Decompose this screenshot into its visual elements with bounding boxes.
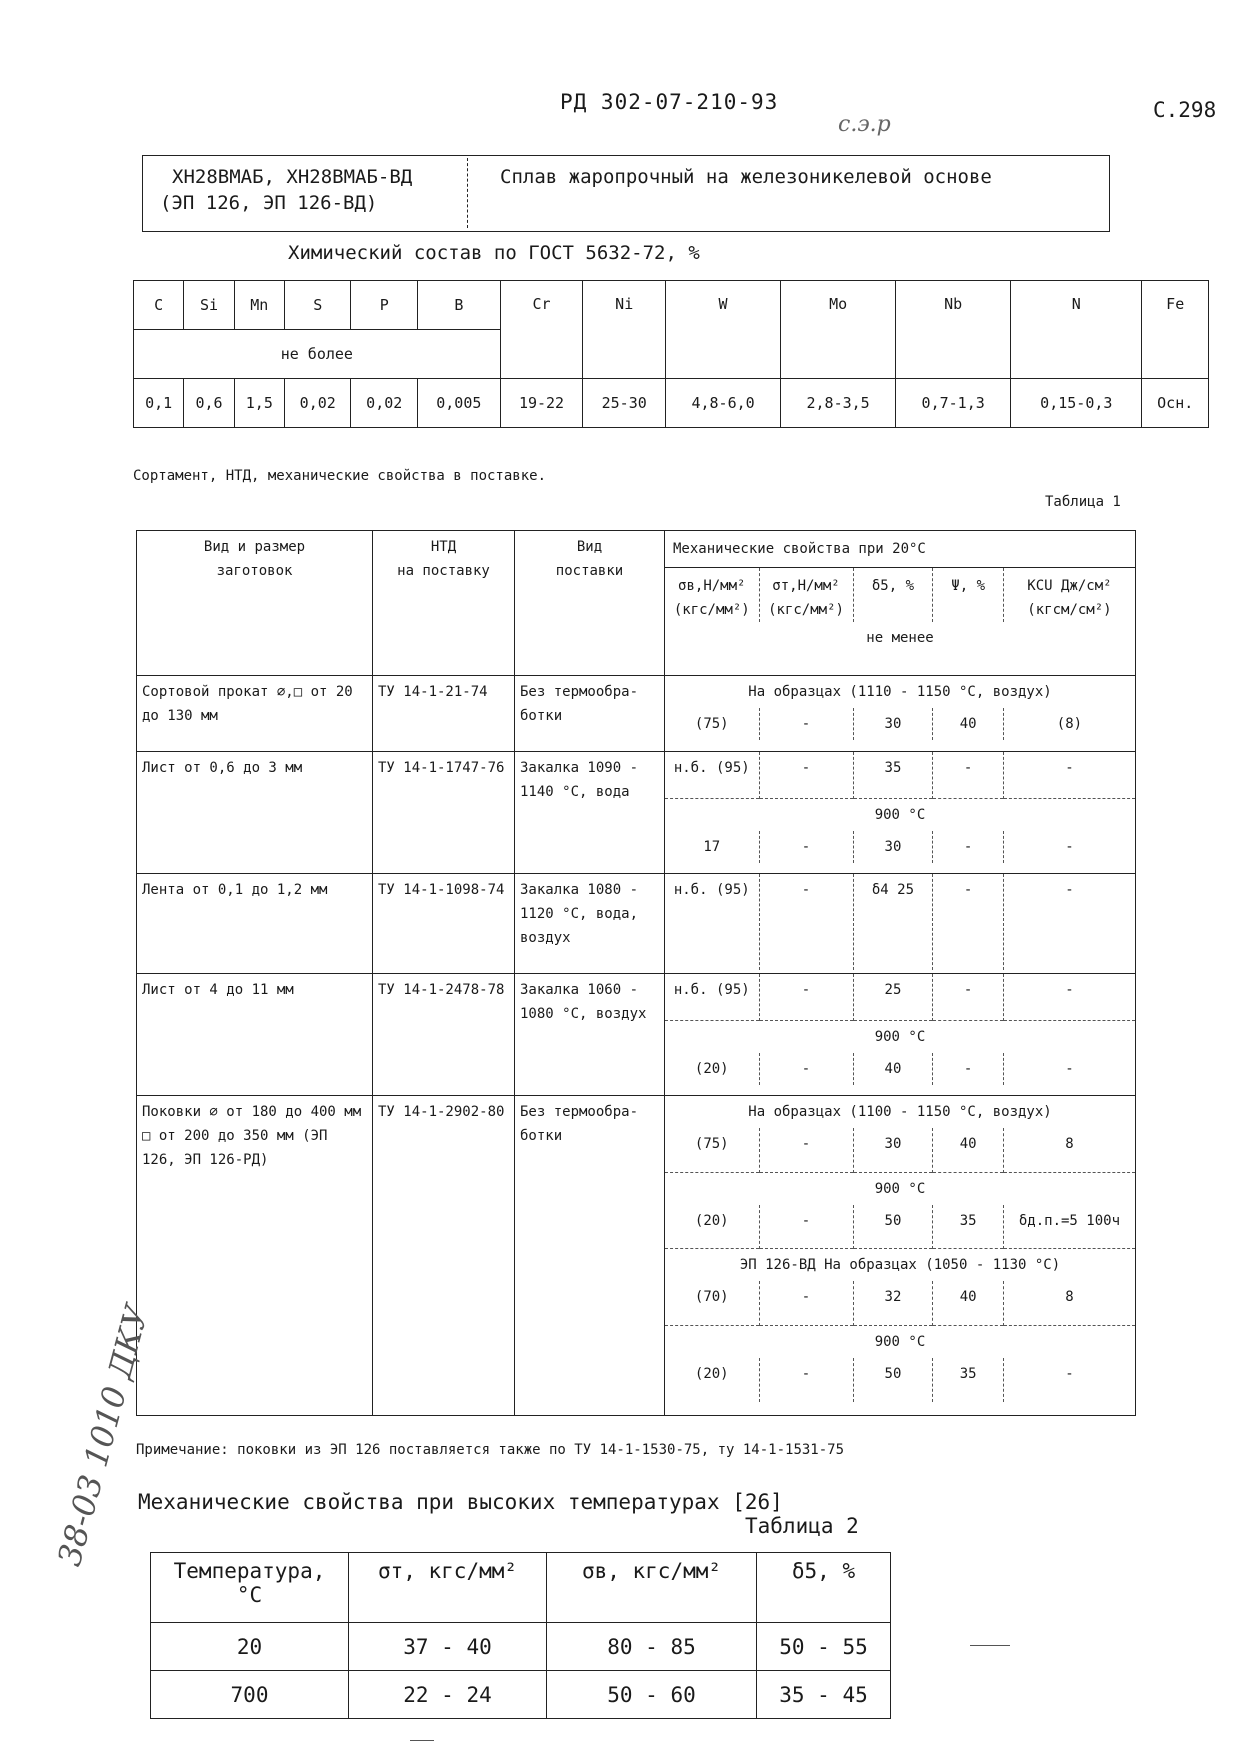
cell-kcu: - xyxy=(1003,874,1135,970)
table-row xyxy=(137,676,1136,752)
th-mech-subheaders xyxy=(665,568,1135,654)
chem-not-more: не более xyxy=(134,330,501,379)
th-supply-line2: поставки xyxy=(555,563,624,579)
th-mech xyxy=(665,531,1136,676)
cell-sigma-b: (70) xyxy=(694,1289,729,1305)
cell-sigma-t: - xyxy=(759,874,853,970)
row-ntd: ТУ 14-1-1098-74 xyxy=(373,874,515,974)
row-note: На образцах (1100 - 1150 °С, воздух) xyxy=(748,1104,1052,1120)
chem-val-cr: 19-22 xyxy=(500,379,583,428)
chem-val-fe: Осн. xyxy=(1142,379,1209,428)
material-description: Сплав жаропрочный на железоникелевой основе xyxy=(500,166,992,188)
row-supply: Закалка 1060 - 1080 °С, воздух xyxy=(515,974,665,1096)
table2-title: Механические свойства при высоких температурах [26] xyxy=(138,1490,783,1514)
cell-sigma-b: (20) xyxy=(694,1060,729,1077)
th-kcu-l2: (кгсм/см²) xyxy=(1027,602,1112,618)
cell-delta: δ4 25 xyxy=(853,874,933,970)
row-note: 900 °С xyxy=(665,1172,1135,1205)
cell-delta: 25 xyxy=(853,974,933,1020)
cell-psi: - xyxy=(933,831,1004,863)
th-kind xyxy=(137,531,373,676)
cell-psi: - xyxy=(933,1053,1004,1085)
cell-sigma-t: - xyxy=(759,752,853,798)
th-ntd-line1: НТД xyxy=(430,539,457,555)
chem-col-cr: Cr xyxy=(500,281,583,379)
table2 xyxy=(150,1552,891,1719)
row-kind: Сортовой прокат ∅,□ от 20 до 130 мм xyxy=(137,676,373,752)
t2-th-sigma-b: σв, кгс/мм² xyxy=(547,1553,757,1623)
row-props xyxy=(665,1096,1136,1416)
t2-th-sigma-t: σт, кгс/мм² xyxy=(349,1553,547,1623)
chem-col-n: N xyxy=(1011,281,1142,379)
chem-col-b: B xyxy=(417,281,500,330)
table1-header-row xyxy=(137,531,1136,676)
row-note: 900 °С xyxy=(665,1325,1135,1358)
th-sigma-b xyxy=(665,568,759,622)
cell-sigma-t: - xyxy=(759,708,853,740)
table1 xyxy=(136,530,1136,1416)
cell-kcu: - xyxy=(1003,974,1135,1020)
table1-footnote: Примечание: поковки из ЭП 126 поставляется также по ТУ 14-1-1530-75, ту 14-1-1531-75 xyxy=(136,1442,845,1458)
t2-th-delta: δ5, % xyxy=(757,1553,891,1623)
th-psi: Ψ, % xyxy=(933,568,1004,622)
assortment-caption: Сортамент, НТД, механические свойства в поставке. xyxy=(133,468,547,484)
row-ntd: ТУ 14-1-21-74 xyxy=(373,676,515,752)
cell-delta: 30 xyxy=(853,708,933,740)
th-sigma-t-l2: (кгс/мм²) xyxy=(768,602,844,618)
cell-kcu: 8 xyxy=(1003,1128,1135,1172)
row-note: 900 °С xyxy=(665,798,1135,831)
chem-val-nb: 0,7-1,3 xyxy=(896,379,1011,428)
t2-cell: 50 - 55 xyxy=(757,1623,891,1671)
cell-sigma-b: 17 xyxy=(703,838,721,855)
cell-sigma-t: - xyxy=(759,1358,853,1402)
table2-label: Таблица 2 xyxy=(745,1514,859,1538)
th-sigma-t-l1: σт,Н/мм² xyxy=(772,578,840,594)
chem-val-mo: 2,8-3,5 xyxy=(781,379,896,428)
handwritten-mark: с.э.р xyxy=(838,112,891,137)
chem-col-w: W xyxy=(666,281,781,379)
cell-sigma-t: - xyxy=(759,1205,853,1249)
t2-cell: 50 - 60 xyxy=(547,1671,757,1719)
table-row xyxy=(151,1671,891,1719)
cell-delta: 30 xyxy=(853,1128,933,1172)
t2-cell: 35 - 45 xyxy=(757,1671,891,1719)
row-kind: Лист от 4 до 11 мм xyxy=(137,974,373,1096)
cell-sigma-b: н.б. (95) xyxy=(673,982,750,998)
cell-sigma-t: - xyxy=(759,1053,853,1085)
cell-sigma-t: - xyxy=(759,974,853,1020)
cell-psi: - xyxy=(933,874,1004,970)
row-props xyxy=(665,752,1136,874)
cell-kcu: - xyxy=(1003,1358,1135,1402)
cell-kcu: - xyxy=(1003,1053,1135,1085)
scan-dash xyxy=(410,1740,434,1741)
cell-kcu: - xyxy=(1003,831,1135,863)
table2-header-row xyxy=(151,1553,891,1623)
cell-sigma-b: (75) xyxy=(694,716,729,732)
table-row xyxy=(137,752,1136,874)
chem-col-mn: Mn xyxy=(234,281,284,330)
table-row xyxy=(137,974,1136,1096)
t2-cell: 37 - 40 xyxy=(349,1623,547,1671)
chem-col-c: C xyxy=(134,281,184,330)
row-props xyxy=(665,676,1136,752)
cell-delta: 35 xyxy=(853,752,933,798)
cell-delta: 50 xyxy=(853,1205,933,1249)
chem-col-fe: Fe xyxy=(1142,281,1209,379)
chem-col-mo: Mo xyxy=(781,281,896,379)
page-number: С.298 xyxy=(1153,98,1217,122)
th-sigma-b-l1: σв,Н/мм² xyxy=(678,578,746,594)
cell-kcu: - xyxy=(1003,752,1135,798)
chem-val-c: 0,1 xyxy=(134,379,184,428)
th-kind-line2: заготовок xyxy=(216,563,293,579)
row-note: На образцах (1110 - 1150 °С, воздух) xyxy=(748,684,1052,700)
cell-sigma-t: - xyxy=(759,1128,853,1172)
header-divider xyxy=(467,158,468,228)
cell-sigma-b: н.б. (95) xyxy=(673,760,750,776)
row-note: 900 °С xyxy=(665,1020,1135,1053)
cell-psi: 35 xyxy=(933,1358,1004,1402)
row-supply: Закалка 1090 - 1140 °С, вода xyxy=(515,752,665,874)
material-grade-alt: (ЭП 126, ЭП 126-ВД) xyxy=(160,192,378,214)
cell-sigma-b: н.б. (95) xyxy=(673,882,750,898)
chemical-table xyxy=(133,280,1209,428)
row-kind: Лист от 0,6 до 3 мм xyxy=(137,752,373,874)
row-props xyxy=(665,974,1136,1096)
table-row xyxy=(137,874,1136,974)
row-props xyxy=(665,874,1136,974)
row-ntd: ТУ 14-1-2902-80 xyxy=(373,1096,515,1416)
chemical-values-row xyxy=(134,379,1209,428)
cell-delta: 32 xyxy=(853,1281,933,1325)
chem-col-p: P xyxy=(351,281,418,330)
scan-dash xyxy=(970,1645,1010,1646)
t2-cell: 22 - 24 xyxy=(349,1671,547,1719)
cell-kcu: δд.п.=5 100ч xyxy=(1003,1205,1135,1249)
cell-sigma-b: (75) xyxy=(694,1136,729,1152)
chem-val-b: 0,005 xyxy=(417,379,500,428)
cell-sigma-b: (20) xyxy=(694,1212,729,1229)
row-supply: Без термообра- ботки xyxy=(515,1096,665,1416)
chem-val-n: 0,15-0,3 xyxy=(1011,379,1142,428)
th-kind-line1: Вид и размер xyxy=(203,539,306,555)
row-ntd: ТУ 14-1-1747-76 xyxy=(373,752,515,874)
cell-delta: 30 xyxy=(853,831,933,863)
material-grade: ХН28ВМАБ, ХН28ВМАБ-ВД xyxy=(172,166,413,188)
cell-delta: 50 xyxy=(853,1358,933,1402)
table-row xyxy=(151,1623,891,1671)
chem-col-nb: Nb xyxy=(896,281,1011,379)
handwritten-margin-mark: 38-03 1010 ДКУ xyxy=(50,1301,157,1570)
chem-val-p: 0,02 xyxy=(351,379,418,428)
cell-kcu: (8) xyxy=(1003,708,1135,740)
th-kcu-l1: KCU Дж/см² xyxy=(1027,578,1112,594)
cell-psi: - xyxy=(933,752,1004,798)
row-kind: Поковки ∅ от 180 до 400 мм □ от 200 до 350 мм (ЭП 126, ЭП 126-РД) xyxy=(137,1096,373,1416)
t2-cell: 80 - 85 xyxy=(547,1623,757,1671)
chem-val-ni: 25-30 xyxy=(583,379,666,428)
row-kind: Лента от 0,1 до 1,2 мм xyxy=(137,874,373,974)
t2-cell: 700 xyxy=(151,1671,349,1719)
cell-psi: 40 xyxy=(933,1128,1004,1172)
chem-val-w: 4,8-6,0 xyxy=(666,379,781,428)
cell-psi: 40 xyxy=(933,708,1004,740)
t2-cell: 20 xyxy=(151,1623,349,1671)
table-row xyxy=(137,1096,1136,1416)
cell-psi: - xyxy=(933,974,1004,1020)
th-ntd-line2: на поставку xyxy=(397,563,490,579)
cell-sigma-b: (20) xyxy=(694,1365,729,1382)
chem-val-s: 0,02 xyxy=(284,379,351,428)
th-delta: δ5, % xyxy=(853,568,933,622)
th-mech-title: Механические свойства при 20°С xyxy=(665,531,1135,568)
cell-psi: 40 xyxy=(933,1281,1004,1325)
th-supply-line1: Вид xyxy=(576,539,603,555)
cell-psi: 35 xyxy=(933,1205,1004,1249)
th-supply xyxy=(515,531,665,676)
th-sigma-b-l2: (кгс/мм²) xyxy=(673,602,750,618)
chem-col-s: S xyxy=(284,281,351,330)
cell-sigma-t: - xyxy=(759,831,853,863)
table1-label: Таблица 1 xyxy=(1045,494,1121,510)
row-supply: Закалка 1080 - 1120 °С, вода, воздух xyxy=(515,874,665,974)
row-note: ЭП 126-ВД На образцах (1050 - 1130 °С) xyxy=(665,1249,1135,1282)
row-supply: Без термообра- ботки xyxy=(515,676,665,752)
chem-col-ni: Ni xyxy=(583,281,666,379)
chemical-title: Химический состав по ГОСТ 5632-72, % xyxy=(288,242,700,264)
document-number: РД 302-07-210-93 xyxy=(560,90,779,114)
row-ntd: ТУ 14-1-2478-78 xyxy=(373,974,515,1096)
chem-col-si: Si xyxy=(184,281,234,330)
cell-sigma-t: - xyxy=(759,1281,853,1325)
chem-val-mn: 1,5 xyxy=(234,379,284,428)
th-sigma-t xyxy=(759,568,853,622)
th-kcu xyxy=(1003,568,1135,622)
th-not-less: не менее xyxy=(866,630,934,646)
chemical-header-row xyxy=(134,281,1209,330)
t2-th-temp: Температура, °С xyxy=(151,1553,349,1623)
chem-val-si: 0,6 xyxy=(184,379,234,428)
cell-kcu: 8 xyxy=(1003,1281,1135,1325)
cell-delta: 40 xyxy=(853,1053,933,1085)
th-ntd xyxy=(373,531,515,676)
